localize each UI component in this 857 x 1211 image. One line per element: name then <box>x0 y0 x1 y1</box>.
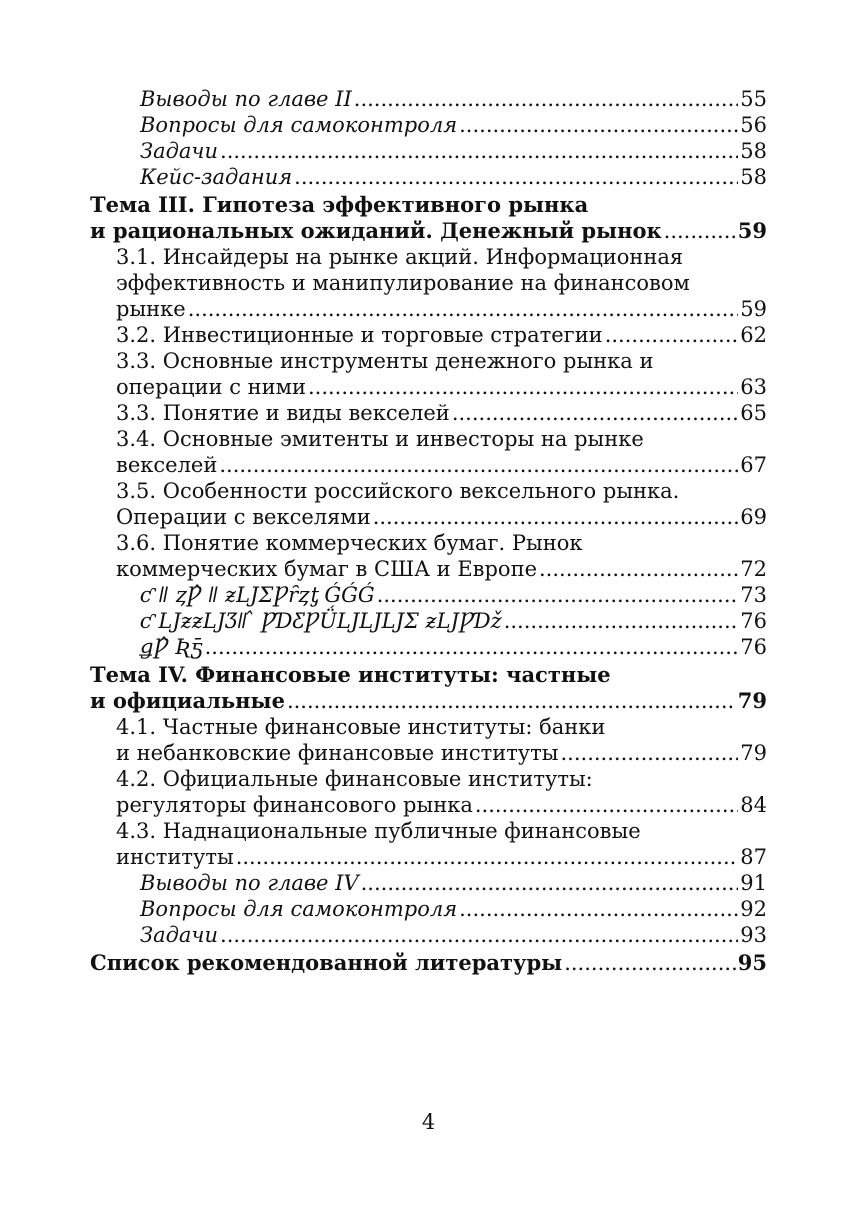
toc-page-number: 59 <box>737 218 767 243</box>
toc-page-number: 79 <box>737 688 767 713</box>
toc-page-number: 84 <box>740 793 767 817</box>
dot-leader <box>205 634 739 660</box>
toc-entry-title: операции с ними <box>116 375 306 399</box>
toc-entry-title: институты <box>116 845 234 869</box>
toc-entry <box>90 322 767 348</box>
toc-entry <box>90 270 767 296</box>
toc-page-number: 58 <box>740 139 767 163</box>
dot-leader <box>361 870 739 896</box>
toc-page-number: 73 <box>740 583 767 607</box>
toc-entry <box>90 400 767 426</box>
toc-entry-title: эффективность и манипулирование на финансовом <box>116 271 690 295</box>
toc-page-number: 56 <box>740 113 767 137</box>
toc-entry-title: Вопросы для самоконтроля <box>140 113 458 137</box>
toc-entry-title: 3.2. Инвестиционные и торговые стратегии <box>116 323 603 347</box>
toc-entry-title: Вопросы для самоконтроля <box>140 897 458 921</box>
toc-entry <box>90 138 767 164</box>
toc-page-number: 63 <box>740 375 767 399</box>
toc-entry-title: Выводы по главе II <box>140 87 352 111</box>
dot-leader <box>459 112 738 138</box>
dot-leader <box>220 138 738 164</box>
toc-page-number: 95 <box>737 950 767 975</box>
toc-entry-title: векселей <box>116 453 218 477</box>
table-of-contents <box>90 86 767 976</box>
dot-leader <box>605 322 739 348</box>
toc-entry <box>90 86 767 112</box>
toc-entry-title: коммерческих бумаг в США и Европе <box>116 557 537 581</box>
dot-leader <box>459 896 738 922</box>
toc-entry <box>90 244 767 270</box>
toc-page-number: 76 <box>740 635 767 659</box>
toc-entry-title: 4.1. Частные финансовые институты: банки <box>116 715 606 739</box>
page-number-footer: 4 <box>421 1110 436 1134</box>
toc-entry-title: и небанковские финансовые институты <box>116 741 559 765</box>
toc-entry-title: Задачи <box>140 923 219 947</box>
toc-entry-title: Операции с векселями <box>116 505 371 529</box>
toc-page-number: 65 <box>740 401 767 425</box>
toc-entry <box>90 766 767 792</box>
toc-page-number: 72 <box>740 557 767 581</box>
dot-leader <box>308 374 738 400</box>
toc-entry-title: ǥǷ̂ Ʀƽ̄ <box>140 635 203 659</box>
toc-entry-title: Кейс-задания <box>140 165 293 189</box>
toc-entry-title: регуляторы финансового рынка <box>116 793 473 817</box>
toc-chapter-title: Список рекомендованной литературы <box>90 950 563 975</box>
toc-entry <box>90 374 767 400</box>
dot-leader <box>377 582 739 608</box>
toc-entry <box>90 426 767 452</box>
toc-chapter-title: Тема III. Гипотеза эффективного рынка <box>90 192 589 217</box>
toc-page-number: 92 <box>740 897 767 921</box>
toc-entry <box>90 792 767 818</box>
toc-chapter-heading <box>90 688 767 714</box>
toc-entry <box>90 504 767 530</box>
dot-leader <box>236 844 739 870</box>
toc-page-number: 91 <box>740 871 767 895</box>
toc-entry-garbled <box>90 634 767 660</box>
dot-leader <box>220 922 738 948</box>
toc-entry <box>90 164 767 190</box>
toc-page-number: 93 <box>740 923 767 947</box>
toc-entry-title: 3.3. Основные инструменты денежного рынка и <box>116 349 654 373</box>
toc-chapter-heading <box>90 662 767 688</box>
toc-chapter-title: и рациональных ожиданий. Денежный рынок <box>90 218 662 243</box>
toc-chapter-title: Тема IV. Финансовые институты: частные <box>90 662 611 687</box>
toc-entry-title: 3.6. Понятие коммерческих бумаг. Рынок <box>116 531 583 555</box>
toc-entry <box>90 556 767 582</box>
toc-entry-title: 3.4. Основные эмитенты и инвесторы на рынке <box>116 427 644 451</box>
dot-leader <box>219 452 738 478</box>
toc-entry <box>90 896 767 922</box>
toc-entry <box>90 296 767 322</box>
toc-entry <box>90 922 767 948</box>
toc-entry-garbled <box>90 582 767 608</box>
toc-page-number: 87 <box>740 845 767 869</box>
toc-entry-title: ƈ ǇƶƶǇƷǁ ̂ ǷƊƸǷǗǇǇǇƩ ƶǇǷƊž <box>140 609 502 633</box>
dot-leader <box>188 296 739 322</box>
dot-leader <box>287 688 736 714</box>
dot-leader <box>452 400 738 426</box>
toc-page-number: 58 <box>740 165 767 189</box>
toc-entry <box>90 530 767 556</box>
toc-entry <box>90 112 767 138</box>
dot-leader <box>475 792 738 818</box>
toc-entry-title: ƈ ǁ ȥǷ̂ ǁ ƶǇƩǷȓȥƫ ǴǴǴ <box>140 583 375 607</box>
toc-page-number: 67 <box>740 453 767 477</box>
toc-page-number: 79 <box>740 741 767 765</box>
toc-entry-title: рынке <box>116 297 186 321</box>
dot-leader <box>564 950 736 976</box>
dot-leader <box>664 218 736 244</box>
toc-chapter-heading <box>90 192 767 218</box>
toc-entry-title: Задачи <box>140 139 219 163</box>
toc-entry <box>90 818 767 844</box>
toc-page-number: 59 <box>740 297 767 321</box>
toc-page-number: 69 <box>740 505 767 529</box>
toc-entry <box>90 740 767 766</box>
toc-chapter-heading <box>90 218 767 244</box>
toc-entry <box>90 348 767 374</box>
dot-leader <box>504 608 739 634</box>
toc-entry <box>90 478 767 504</box>
toc-entry-title: 3.5. Особенности российского вексельного рынка. <box>116 479 680 503</box>
toc-entry <box>90 714 767 740</box>
toc-page-number: 76 <box>740 609 767 633</box>
toc-entry-garbled <box>90 608 767 634</box>
dot-leader <box>294 164 738 190</box>
toc-entry-title: 3.3. Понятие и виды векселей <box>116 401 450 425</box>
toc-entry-title: Выводы по главе IV <box>140 871 359 895</box>
dot-leader <box>354 86 739 112</box>
toc-entry <box>90 452 767 478</box>
toc-chapter-heading <box>90 950 767 976</box>
toc-entry-title: 4.2. Официальные финансовые институты: <box>116 767 593 791</box>
dot-leader <box>373 504 739 530</box>
toc-entry-title: 4.3. Наднациональные публичные финансовые <box>116 819 641 843</box>
toc-entry-title: 3.1. Инсайдеры на рынке акций. Информационная <box>116 245 684 269</box>
dot-leader <box>539 556 738 582</box>
toc-chapter-title: и официальные <box>90 688 285 713</box>
toc-entry <box>90 870 767 896</box>
toc-page-number: 55 <box>740 87 767 111</box>
toc-entry <box>90 844 767 870</box>
toc-page-number: 62 <box>740 323 767 347</box>
dot-leader <box>561 740 739 766</box>
